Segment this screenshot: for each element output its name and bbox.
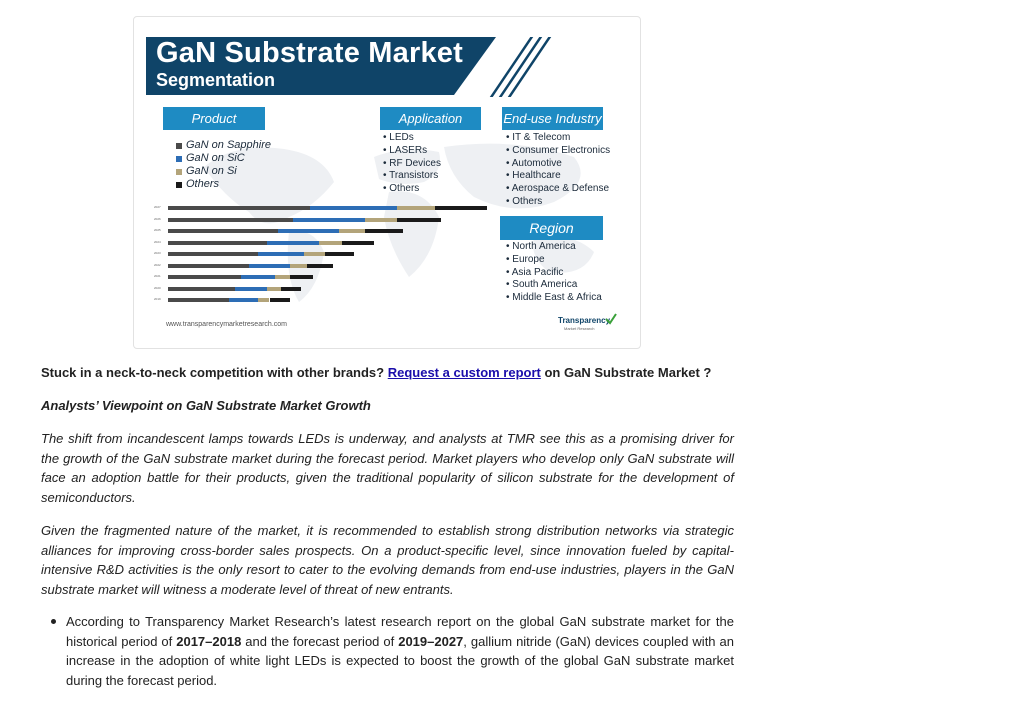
application-heading: Application (380, 107, 481, 130)
custom-report-callout (41, 365, 734, 380)
bar-segment (168, 275, 241, 279)
bar-segment (270, 298, 290, 302)
bar-year-label: 2024 (154, 239, 161, 244)
bar-segment (168, 252, 258, 256)
bar-segment (365, 218, 397, 222)
legend-swatch (176, 182, 182, 188)
bullet-text: and the forecast period of (241, 633, 399, 649)
list-item: • South America (506, 279, 602, 292)
application-list (383, 132, 441, 196)
bar-year-label: 2019 (154, 297, 161, 301)
list-item: • Asia Pacific (506, 267, 602, 280)
bar-segment (307, 264, 333, 268)
historical-period: 2017–2018 (176, 633, 242, 649)
list-item: • Aerospace & Defense (506, 183, 610, 196)
bar-segment (290, 275, 313, 279)
bar-segment (249, 264, 290, 268)
list-item: • Europe (506, 254, 602, 267)
paragraph: Given the fragmented nature of the market, it is recommended to establish strong distribution networks via strategic alliances for improving cross-border sales prospects. On a product-specific level, since innovation fueled by capital-intensive R&D activities is the only resort to cater to the evolving demands from end-use industries, players in the GaN substrate market will witness a moderate level of threat of new entrants. (41, 523, 734, 598)
callout-prefix: Stuck in a neck-to-neck competition with other brands? (41, 365, 388, 380)
bullet-text: , gallium nitride (GaN) devices coupled with an increase in the adoption of white light LEDs is expected to boost the growth of the global GaN substrate market during the forecast period. (66, 633, 734, 689)
list-item: • IT & Telecom (506, 132, 610, 145)
legend-item (176, 178, 271, 191)
logo-subtitle: Market Research (564, 326, 595, 331)
bar-segment (281, 287, 301, 291)
bar-segment (258, 298, 270, 302)
bar-segment (339, 229, 365, 233)
bar-segment (168, 264, 249, 268)
infographic-subtitle: Segmentation (156, 70, 276, 90)
list-item: • LEDs (383, 132, 441, 145)
bar-segment (365, 229, 403, 233)
logo-name: Transparency (558, 316, 611, 325)
legend-label: Others (186, 178, 220, 190)
list-item: • Healthcare (506, 170, 610, 183)
end-use-list (506, 132, 610, 209)
list-item: • RF Devices (383, 158, 441, 171)
legend-label: GaN on SiC (186, 152, 245, 164)
region-heading: Region (500, 216, 603, 240)
bar-segment (267, 241, 319, 245)
company-logo (558, 316, 618, 338)
bullet-text: According to Transparency Market Research’s latest research report on the global GaN substrate market for the historical period of (66, 614, 734, 649)
infographic-title: GaN Substrate Market (156, 37, 463, 69)
bar-segment (319, 241, 342, 245)
bar-segment (168, 298, 229, 302)
list-item: • Others (506, 196, 610, 209)
end-use-heading: End-use Industry (502, 107, 603, 130)
legend-swatch (176, 156, 182, 162)
forecast-period: 2019–2027 (398, 633, 464, 649)
website-url: www.transparencymarketresearch.com (166, 321, 287, 328)
legend-label: GaN on Sapphire (186, 139, 271, 151)
legend-swatch (176, 143, 182, 149)
bar-year-label: 2026 (154, 216, 161, 221)
product-legend (176, 139, 271, 191)
list-item: • Automotive (506, 158, 610, 171)
bar-segment (168, 287, 235, 291)
list-item (41, 612, 734, 691)
callout-suffix: on GaN Substrate Market ? (540, 365, 712, 380)
bar-year-label: 2025 (154, 228, 161, 232)
bar-year-label: 2021 (154, 274, 161, 278)
list-item: • North America (506, 241, 602, 254)
banner-stripe (499, 37, 542, 97)
legend-item (176, 152, 271, 165)
bar-segment (235, 287, 267, 291)
bar-segment (397, 218, 441, 222)
bar-segment (342, 241, 374, 245)
bar-segment (293, 218, 366, 222)
list-item: • LASERs (383, 145, 441, 158)
checkmark-icon (604, 312, 618, 326)
bar-year-label: 2027 (154, 205, 161, 209)
request-custom-report-link[interactable]: Request a custom report (387, 365, 541, 380)
legend-item (176, 139, 271, 152)
bar-segment (267, 287, 282, 291)
legend-label: GaN on Si (186, 165, 237, 177)
list-item: • Middle East & Africa (506, 292, 602, 305)
key-findings-list (41, 612, 734, 691)
region-list (506, 241, 602, 305)
bar-segment (241, 275, 276, 279)
list-item: • Transistors (383, 170, 441, 183)
legend-item (176, 165, 271, 178)
bar-segment (290, 264, 307, 268)
bar-segment (168, 206, 310, 210)
bar-year-label: 2023 (154, 251, 161, 255)
bar-segment (258, 252, 304, 256)
bar-year-label: 2020 (154, 285, 161, 290)
bar-segment (168, 241, 267, 245)
legend-swatch (176, 169, 182, 175)
bar-year-label: 2022 (154, 262, 161, 267)
bar-segment (168, 218, 293, 222)
bar-segment (229, 298, 258, 302)
paragraph: The shift from incandescent lamps towards LEDs is underway, and analysts at TMR see this as a promising driver for the growth of the GaN substrate market during the forecast period. Market players who develop only GaN substrate will face an adoption battle for their products, given the traditional popularity of silicon substrate for the development of semiconductors. (41, 431, 734, 506)
list-item: • Others (383, 183, 441, 196)
bar-segment (325, 252, 354, 256)
market-segmentation-infographic (133, 16, 641, 349)
bar-segment (275, 275, 290, 279)
banner-stripe (508, 37, 551, 97)
bar-segment (397, 206, 435, 210)
product-heading: Product (163, 107, 265, 130)
bar-segment (168, 229, 278, 233)
bar-segment (435, 206, 487, 210)
section-heading: Analysts’ Viewpoint on GaN Substrate Market Growth (41, 398, 371, 413)
bar-segment (310, 206, 397, 210)
bar-segment (304, 252, 324, 256)
list-item: • Consumer Electronics (506, 145, 610, 158)
bar-segment (278, 229, 339, 233)
